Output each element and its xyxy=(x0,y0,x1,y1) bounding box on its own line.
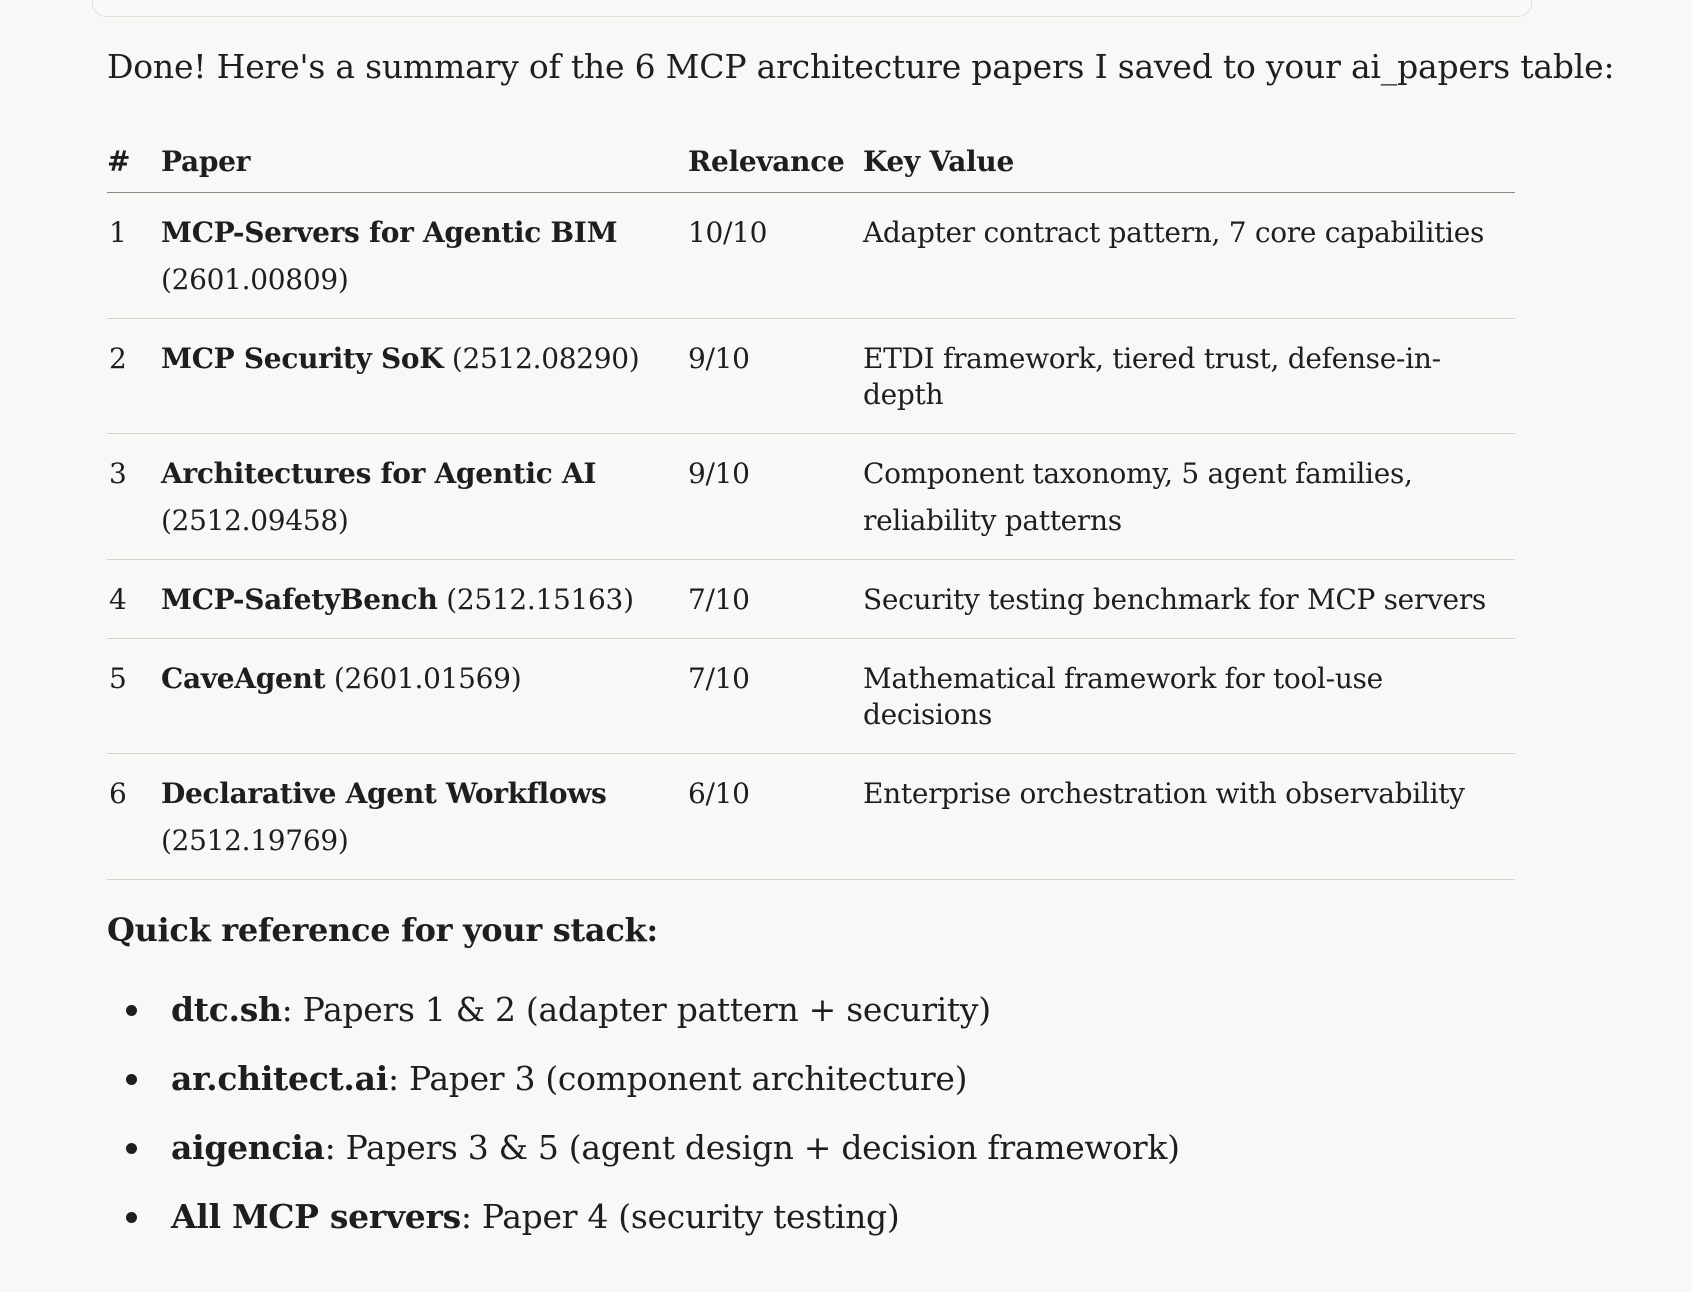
stack-name: All MCP servers xyxy=(171,1197,461,1236)
paper-id: (2512.15163) xyxy=(446,583,634,616)
row-key-value: ETDI framework, tiered trust, defense-in-depth xyxy=(863,319,1515,434)
stack-detail: : Paper 3 (component architecture) xyxy=(387,1059,968,1098)
table-row xyxy=(107,434,1515,560)
paper-id: (2512.09458) xyxy=(161,504,349,537)
list-item xyxy=(107,1057,1180,1126)
paper-title: MCP-SafetyBench xyxy=(161,583,438,616)
row-paper xyxy=(161,193,688,319)
table-row xyxy=(107,639,1515,754)
paper-id: (2512.19769) xyxy=(161,824,349,857)
table-row xyxy=(107,193,1515,319)
row-key-value xyxy=(863,434,1515,560)
stack-detail: : Paper 4 (security testing) xyxy=(460,1197,900,1236)
bullet-icon xyxy=(126,1212,137,1223)
row-relevance: 10/10 xyxy=(688,193,863,319)
stack-name: aigencia xyxy=(171,1128,325,1167)
table-row xyxy=(107,754,1515,880)
key-value-line-1: Component taxonomy, 5 agent families, xyxy=(863,457,1413,490)
row-paper xyxy=(161,754,688,880)
quick-reference-list xyxy=(107,988,1180,1264)
row-relevance: 9/10 xyxy=(688,434,863,560)
stack-name: dtc.sh xyxy=(171,990,282,1029)
papers-summary-table xyxy=(107,130,1515,880)
paper-title: MCP-Servers for Agentic BIM xyxy=(161,216,618,249)
bullet-icon xyxy=(126,1005,137,1016)
row-relevance: 7/10 xyxy=(688,639,863,754)
table-header-row xyxy=(107,130,1515,193)
header-key-value: Key Value xyxy=(863,130,1515,193)
row-relevance: 9/10 xyxy=(688,319,863,434)
paper-title: MCP Security SoK xyxy=(161,342,444,375)
row-relevance: 6/10 xyxy=(688,754,863,880)
row-num: 5 xyxy=(107,639,161,754)
row-num: 6 xyxy=(107,754,161,880)
stack-detail: : Papers 1 & 2 (adapter pattern + security) xyxy=(281,990,991,1029)
paper-id: (2601.01569) xyxy=(333,662,522,695)
paper-title: CaveAgent xyxy=(161,662,326,695)
quick-reference-heading: Quick reference for your stack: xyxy=(107,911,658,949)
bullet-icon xyxy=(126,1074,137,1085)
header-relevance: Relevance xyxy=(688,130,863,193)
row-num: 2 xyxy=(107,319,161,434)
row-key-value: Mathematical framework for tool-use decisions xyxy=(863,639,1515,754)
table-row xyxy=(107,560,1515,639)
bullet-icon xyxy=(126,1143,137,1154)
row-paper xyxy=(161,639,688,754)
row-key-value: Security testing benchmark for MCP servers xyxy=(863,560,1515,639)
row-relevance: 7/10 xyxy=(688,560,863,639)
stack-detail: : Papers 3 & 5 (agent design + decision framework) xyxy=(324,1128,1180,1167)
intro-text: Done! Here's a summary of the 6 MCP architecture papers I saved to your ai_papers table: xyxy=(107,47,1615,86)
paper-id: (2601.00809) xyxy=(161,263,349,296)
paper-title: Declarative Agent Workflows xyxy=(161,777,607,810)
row-num: 1 xyxy=(107,193,161,319)
row-paper xyxy=(161,319,688,434)
stack-name: ar.chitect.ai xyxy=(171,1059,388,1098)
table-row xyxy=(107,319,1515,434)
key-value-line-2: reliability patterns xyxy=(863,504,1122,537)
paper-title: Architectures for Agentic AI xyxy=(161,457,597,490)
header-paper: Paper xyxy=(161,130,688,193)
list-item xyxy=(107,988,1180,1057)
paper-id: (2512.08290) xyxy=(451,342,640,375)
row-num: 3 xyxy=(107,434,161,560)
row-paper xyxy=(161,560,688,639)
row-paper xyxy=(161,434,688,560)
list-item xyxy=(107,1195,1180,1264)
row-key-value: Adapter contract pattern, 7 core capabilities xyxy=(863,193,1515,319)
row-key-value: Enterprise orchestration with observability xyxy=(863,754,1515,880)
row-num: 4 xyxy=(107,560,161,639)
list-item xyxy=(107,1126,1180,1195)
header-num: # xyxy=(107,130,161,193)
previous-message-card xyxy=(92,0,1532,17)
